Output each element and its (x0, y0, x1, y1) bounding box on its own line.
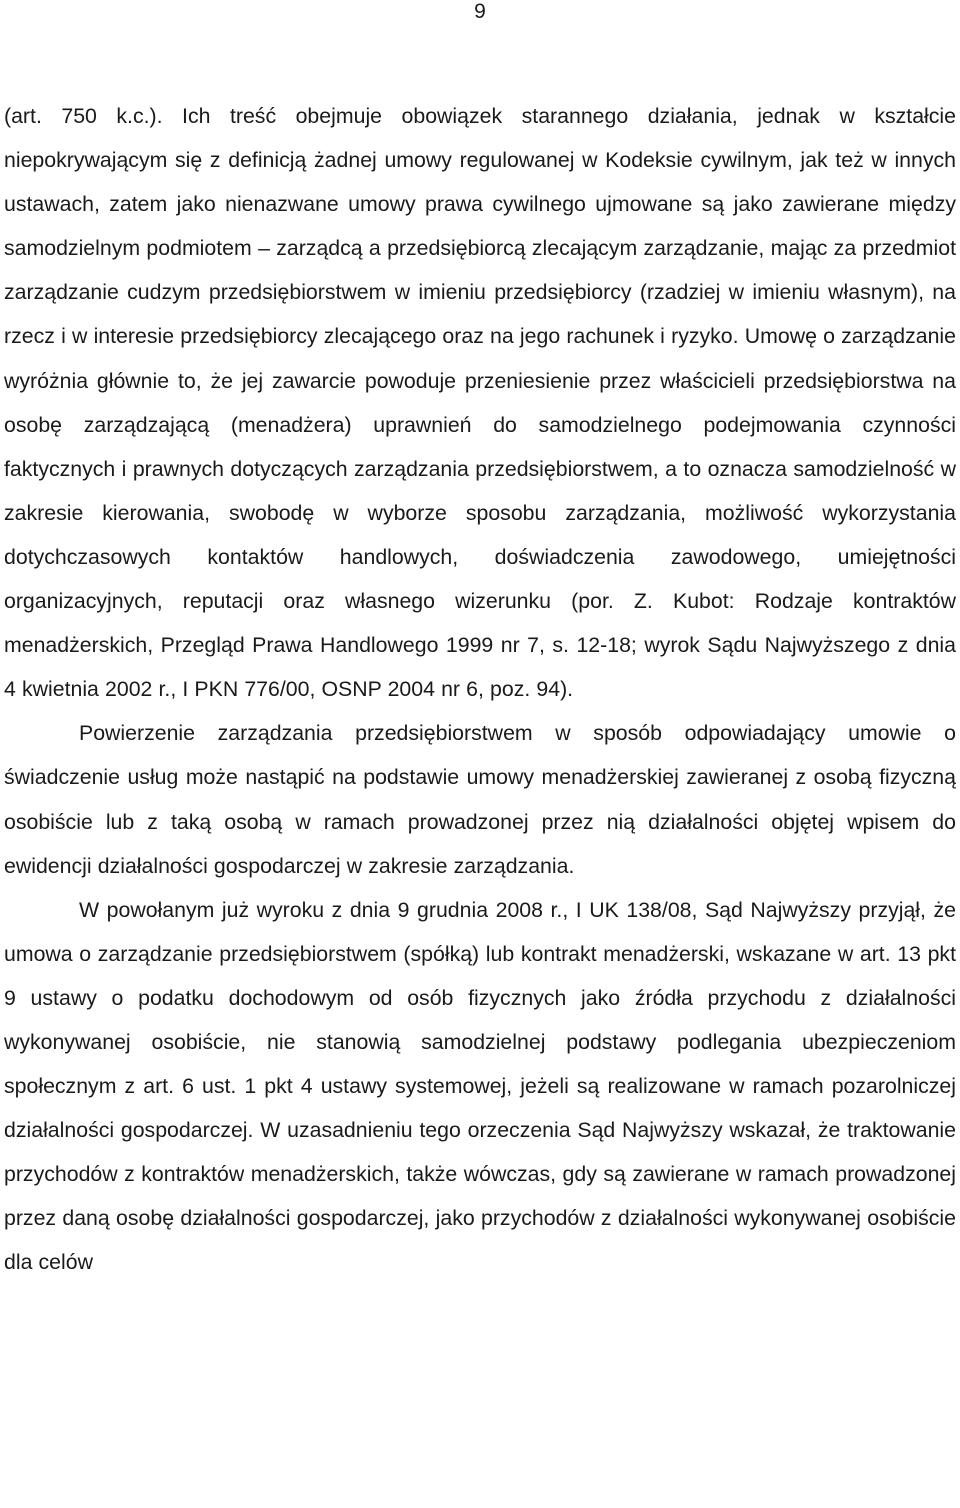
paragraph-entrusting-management: Powierzenie zarządzania przedsiębiorstwem w sposób odpowiadający umowie o świadczenie usług może nastąpić na podstawie umowy menadżerskiej zawieranej z osobą fizyczną osobiście lub z taką osobą w ramach prowadzonej przez nią działalności objętej wpisem do ewidencji działalności gospodarczej w zakresie zarządzania. (4, 721, 956, 878)
paragraph-management-contract-definition: (art. 750 k.c.). Ich treść obejmuje obowiązek starannego działania, jednak w kształcie niepokrywającym się z definicją żadnej umowy regulowanej w Kodeksie cywilnym, jak też w innych ustawach, zatem jako nienazwane umowy prawa cywilnego ujmowane są jako zawierane między samodzielnym podmiotem – zarządcą a przedsiębiorcą zlecającym zarządzanie, mając za przedmiot zarządzanie cudzym przedsiębiorstwem w imieniu przedsiębiorcy (rzadziej w imieniu własnym), na rzecz i w interesie przedsiębiorcy zlecającego oraz na jego rachunek i ryzyko. Umowę o zarządzanie wyróżnia głównie to, że jej zawarcie powoduje przeniesienie przez właścicieli przedsiębiorstwa na osobę zarządzającą (menadżera) uprawnień do samodzielnego podejmowania czynności faktycznych i prawnych dotyczących zarządzania przedsiębiorstwem, a to oznacza samodzielność w zakresie kierowania, swobodę w wyborze sposobu zarządzania, możliwość wykorzystania dotychczasowych kontaktów handlowych, doświadczenia zawodowego, umiejętności organizacyjnych, reputacji oraz własnego wizerunku (por. Z. Kubot: Rodzaje kontraktów menadżerskich, Przegląd Prawa Handlowego 1999 nr 7, s. 12-18; wyrok Sądu Najwyższego z dnia 4 kwietnia 2002 r., I PKN 776/00, OSNP 2004 nr 6, poz. 94). (4, 104, 956, 702)
paragraph-supreme-court-ruling: W powołanym już wyroku z dnia 9 grudnia 2008 r., I UK 138/08, Sąd Najwyższy przyjął, że umowa o zarządzanie przedsiębiorstwem (spółką) lub kontrakt menadżerski, wskazane w art. 13 pkt 9 ustawy o podatku dochodowym od osób fizycznych jako źródła przychodu z działalności wykonywanej osobiście, nie stanowią samodzielnej podstawy podlegania ubezpieczeniom społecznym z art. 6 ust. 1 pkt 4 ustawy systemowej, jeżeli są realizowane w ramach pozarolniczej działalności gospodarczej. W uzasadnieniu tego orzeczenia Sąd Najwyższy wskazał, że traktowanie przychodów z kontraktów menadżerskich, także wówczas, gdy są zawierane w ramach prowadzonej przez daną osobę działalności gospodarczej, jako przychodów z działalności wykonywanej osobiście dla celów (4, 897, 956, 1275)
document-body (4, 94, 956, 1285)
page-number: 9 (474, 0, 486, 23)
